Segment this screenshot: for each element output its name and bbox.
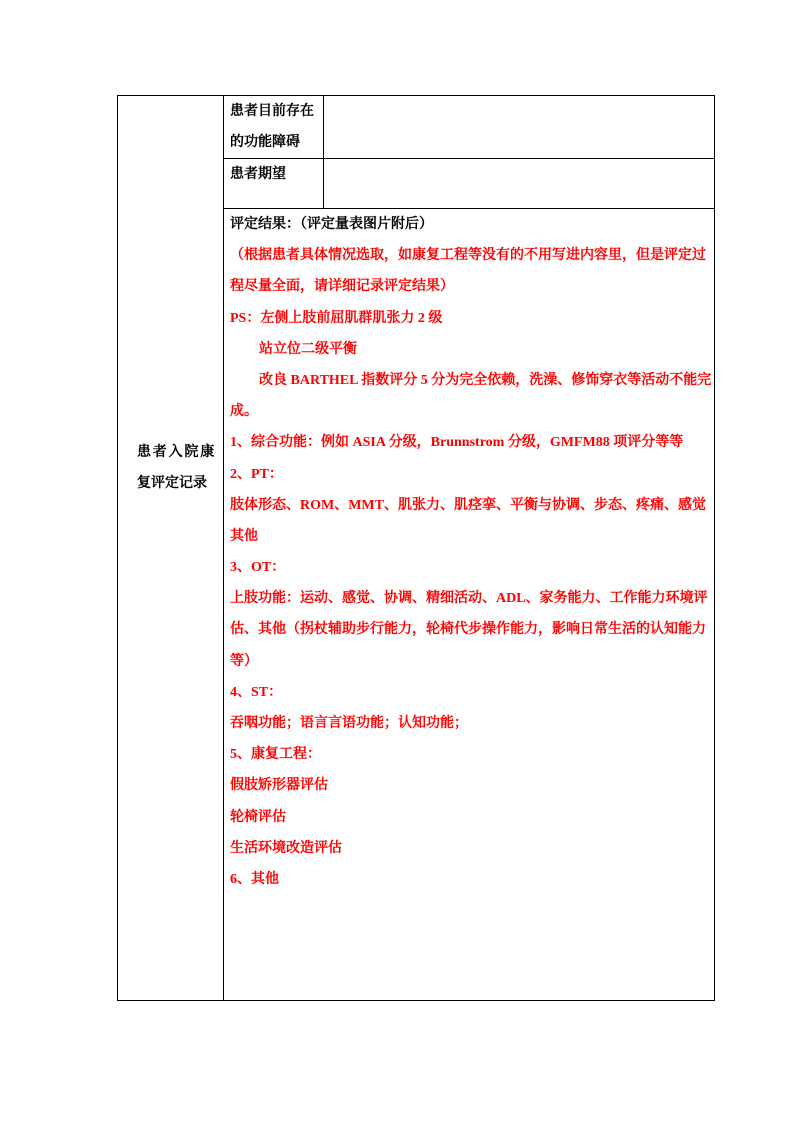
engineering-line-1: 假肢矫形器评估 (230, 778, 328, 794)
pt-line-2: 其他 (230, 528, 258, 544)
section-title (137, 437, 219, 499)
result-heading: 评定结果：（评定量表图片附后） (230, 217, 433, 232)
expectation-value-cell (323, 158, 715, 209)
ot-heading: 3、OT： (230, 560, 286, 576)
general-function-line: 1、综合功能：例如 ASIA 分级，Brunnstrom 分级，GMFM88 项评分等等 (230, 435, 684, 451)
assessment-result-cell (223, 208, 715, 1001)
st-heading: 4、ST： (230, 684, 283, 700)
engineering-heading: 5、康复工程： (230, 747, 321, 763)
instruction-line-2: 程尽量全面，请详细记录评定结果） (230, 279, 454, 295)
dysfunction-label-line-2: 的功能障碍 (230, 135, 300, 150)
section-title-line-1: 患者入院康 (137, 445, 216, 460)
dysfunction-value-cell (323, 95, 715, 159)
pt-heading: 2、PT： (230, 466, 283, 482)
ps-line-3: 改良 BARTHEL 指数评分 5 分为完全依赖，洗澡、修饰穿衣等活动不能完 (259, 372, 712, 388)
ps-line-4: 成。 (230, 404, 258, 420)
section-title-line-2: 复评定记录 (137, 476, 207, 491)
st-line-1: 吞咽功能；语言言语功能；认知功能； (230, 716, 468, 731)
section-title-cell (117, 95, 224, 1001)
ps-line-1: PS：左侧上肢前屈肌群肌张力 2 级 (230, 310, 443, 326)
expectation-label: 患者期望 (230, 167, 286, 182)
ot-line-3: 等） (230, 653, 258, 669)
engineering-line-2: 轮椅评估 (230, 809, 286, 825)
expectation-label-cell (223, 158, 324, 209)
engineering-line-3: 生活环境改造评估 (230, 840, 342, 856)
ot-line-2: 估、其他（拐杖辅助步行能力，轮椅代步操作能力，影响日常生活的认知能力 (230, 622, 706, 638)
instruction-line-1: （根据患者具体情况选取，如康复工程等没有的不用写进内容里，但是评定过 (230, 248, 706, 264)
pt-line-1: 肢体形态、ROM、MMT、肌张力、肌痉挛、平衡与协调、步态、疼痛、感觉 (230, 497, 706, 513)
dysfunction-label-line-1: 患者目前存在 (230, 104, 314, 119)
dysfunction-label-cell (223, 95, 324, 159)
ot-line-1: 上肢功能：运动、感觉、协调、精细活动、ADL、家务能力、工作能力环境评 (230, 591, 708, 607)
other-heading: 6、其他 (230, 871, 279, 887)
ps-line-2: 站立位二级平衡 (259, 341, 357, 357)
